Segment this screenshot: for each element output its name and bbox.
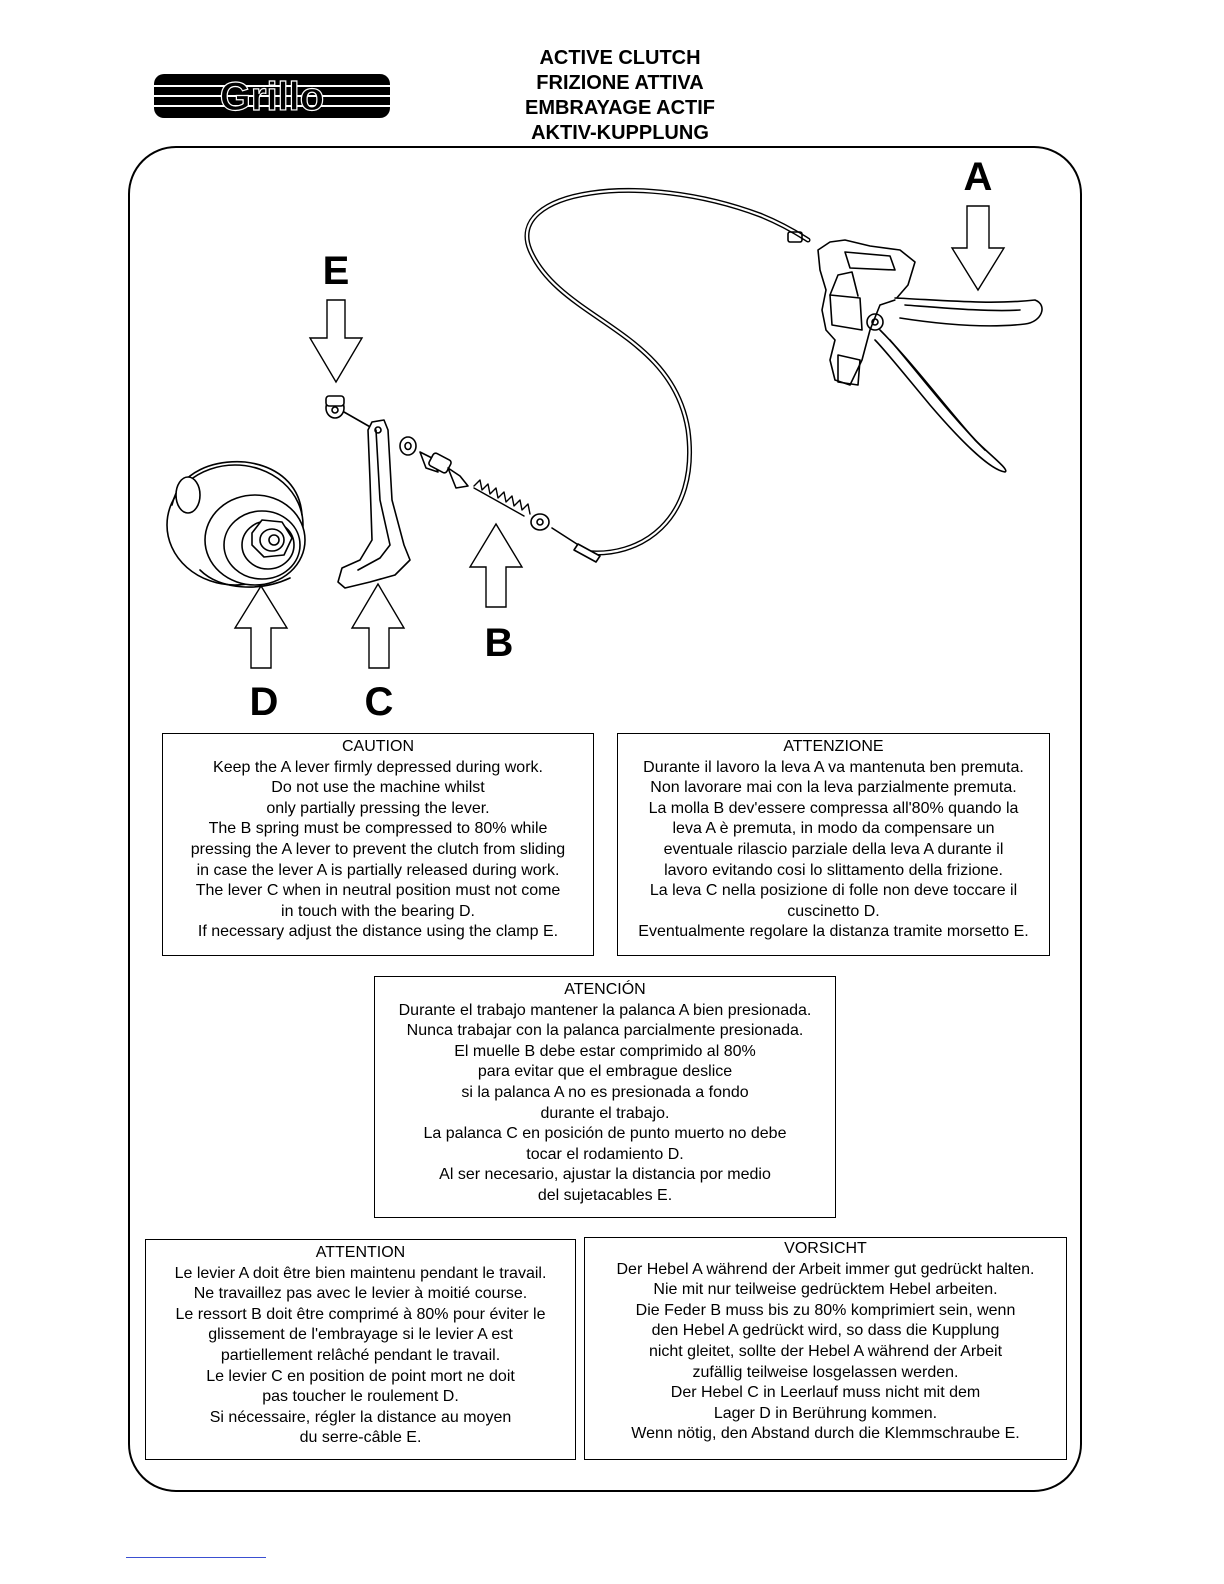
title-line-fr: EMBRAYAGE ACTIF xyxy=(524,97,716,119)
cable-clamp xyxy=(326,396,372,428)
box-line: eventuale rilascio parziale della leva A durante il xyxy=(663,840,1004,858)
cable-end-fitting xyxy=(531,514,600,562)
box-line: Durante il lavoro la leva A va mantenuta ben premuta. xyxy=(643,758,1024,776)
box-line: only partially pressing the lever. xyxy=(266,799,490,817)
box-line: Keep the A lever firmly depressed during work. xyxy=(213,758,543,776)
box-line: Si nécessaire, régler la distance au moyen xyxy=(209,1408,512,1426)
clutch-lever-assembly xyxy=(788,232,1042,472)
box-line: Nunca trabajar con la palanca parcialmente presionada. xyxy=(406,1022,804,1040)
box-line: Le levier A doit être bien maintenu pendant le travail. xyxy=(174,1264,547,1282)
box-line: partiellement relâché pendant le travail. xyxy=(220,1346,501,1364)
label-c: C xyxy=(364,680,394,724)
box-line: Le levier C en position de point mort ne doit xyxy=(206,1367,515,1385)
label-b: B xyxy=(484,621,514,665)
box-line: nicht gleitet, sollte der Hebel A während der Arbeit xyxy=(648,1342,1003,1360)
box-line: The B spring must be compressed to 80% while xyxy=(208,820,548,838)
page-title xyxy=(470,46,770,146)
box-line: in touch with the bearing D. xyxy=(281,902,475,920)
box-line: glissement de l'embrayage si le levier A est xyxy=(208,1326,513,1344)
logo-text: Grillo xyxy=(219,75,325,118)
cable-adjuster xyxy=(400,437,468,488)
grillo-logo xyxy=(154,74,390,118)
caution-box-italian xyxy=(617,733,1050,956)
box-line: den Hebel A gedrückt wird, so dass die Kupplung xyxy=(651,1322,1000,1340)
box-line: La molla B dev'essere compressa all'80% quando la xyxy=(648,799,1019,817)
box-line: durante el trabajo. xyxy=(540,1104,670,1122)
box-line: Eventualmente regolare la distanza tramite morsetto E. xyxy=(638,923,1029,941)
box-line: Die Feder B muss bis zu 80% komprimiert sein, wenn xyxy=(635,1301,1016,1319)
box-line: Lager D in Berührung kommen. xyxy=(713,1404,938,1422)
box-heading: ATTENTION xyxy=(315,1244,406,1261)
box-line: La leva C nella posizione di folle non deve toccare il xyxy=(649,882,1018,900)
clutch-bearing xyxy=(167,462,305,587)
release-lever xyxy=(338,420,410,588)
box-line: si la palanca A no es presionada a fondo xyxy=(461,1083,749,1101)
label-a: A xyxy=(963,155,993,199)
footer-rule xyxy=(126,1557,266,1558)
arrow-e-icon xyxy=(310,300,362,382)
label-d: D xyxy=(249,680,279,724)
box-line: Nie mit nur teilweise gedrücktem Hebel arbeiten. xyxy=(653,1281,998,1299)
box-line: El muelle B debe estar comprimido al 80% xyxy=(454,1042,756,1060)
box-line: cuscinetto D. xyxy=(787,902,880,920)
title-line-de: AKTIV-KUPPLUNG xyxy=(531,122,709,144)
box-line: If necessary adjust the distance using the clamp E. xyxy=(197,923,559,941)
label-e: E xyxy=(322,249,350,293)
spring xyxy=(474,480,530,516)
box-line: Wenn nötig, den Abstand durch die Klemmschraube E. xyxy=(631,1425,1020,1443)
box-line: Ne travaillez pas avec le levier à moitié course. xyxy=(193,1285,528,1303)
box-line: La palanca C en posición de punto muerto no debe xyxy=(423,1125,787,1143)
caution-box-spanish xyxy=(374,976,836,1218)
box-line: zufällig teilweise losgelassen werden. xyxy=(692,1363,959,1381)
box-line: Non lavorare mai con la leva parzialmente premuta. xyxy=(650,779,1017,797)
title-line-en: ACTIVE CLUTCH xyxy=(539,47,701,69)
box-line: Der Hebel C in Leerlauf muss nicht mit dem xyxy=(670,1384,981,1402)
caution-box-german xyxy=(584,1237,1067,1460)
caution-box-english xyxy=(162,733,594,956)
box-line: Al ser necesario, ajustar la distancia por medio xyxy=(439,1166,771,1184)
box-line: Do not use the machine whilst xyxy=(271,779,485,797)
box-line: lavoro evitando cosi lo slittamento della frizione. xyxy=(664,861,1003,879)
box-heading: VORSICHT xyxy=(784,1240,867,1257)
clutch-diagram xyxy=(130,148,1080,728)
box-line: del sujetacables E. xyxy=(537,1186,673,1204)
box-line: pas toucher le roulement D. xyxy=(262,1388,459,1406)
box-line: Durante el trabajo mantener la palanca A bien presionada. xyxy=(398,1001,812,1019)
box-heading: ATENCIÓN xyxy=(564,981,646,998)
box-line: du serre-câble E. xyxy=(299,1429,422,1447)
caution-box-french xyxy=(145,1239,576,1460)
box-line: Le ressort B doit être comprimé à 80% pour éviter le xyxy=(175,1305,546,1323)
arrow-c-icon xyxy=(352,584,404,668)
box-heading: CAUTION xyxy=(342,738,414,755)
box-line: Der Hebel A während der Arbeit immer gut gedrückt halten. xyxy=(616,1260,1035,1278)
box-heading: ATTENZIONE xyxy=(783,738,884,755)
box-line: pressing the A lever to prevent the clutch from sliding xyxy=(190,840,566,858)
arrow-d-icon xyxy=(235,586,287,668)
box-line: tocar el rodamiento D. xyxy=(526,1145,684,1163)
title-line-it: FRIZIONE ATTIVA xyxy=(536,72,704,94)
arrow-a-icon xyxy=(952,206,1004,290)
arrow-b-icon xyxy=(470,524,522,607)
box-line: in case the lever A is partially released during work. xyxy=(196,861,560,879)
box-line: The lever C when in neutral position must not come xyxy=(195,882,561,900)
box-line: para evitar que el embrague deslice xyxy=(477,1063,733,1081)
cable xyxy=(527,190,808,553)
box-line: leva A è premuta, in modo da compensare un xyxy=(672,820,995,838)
